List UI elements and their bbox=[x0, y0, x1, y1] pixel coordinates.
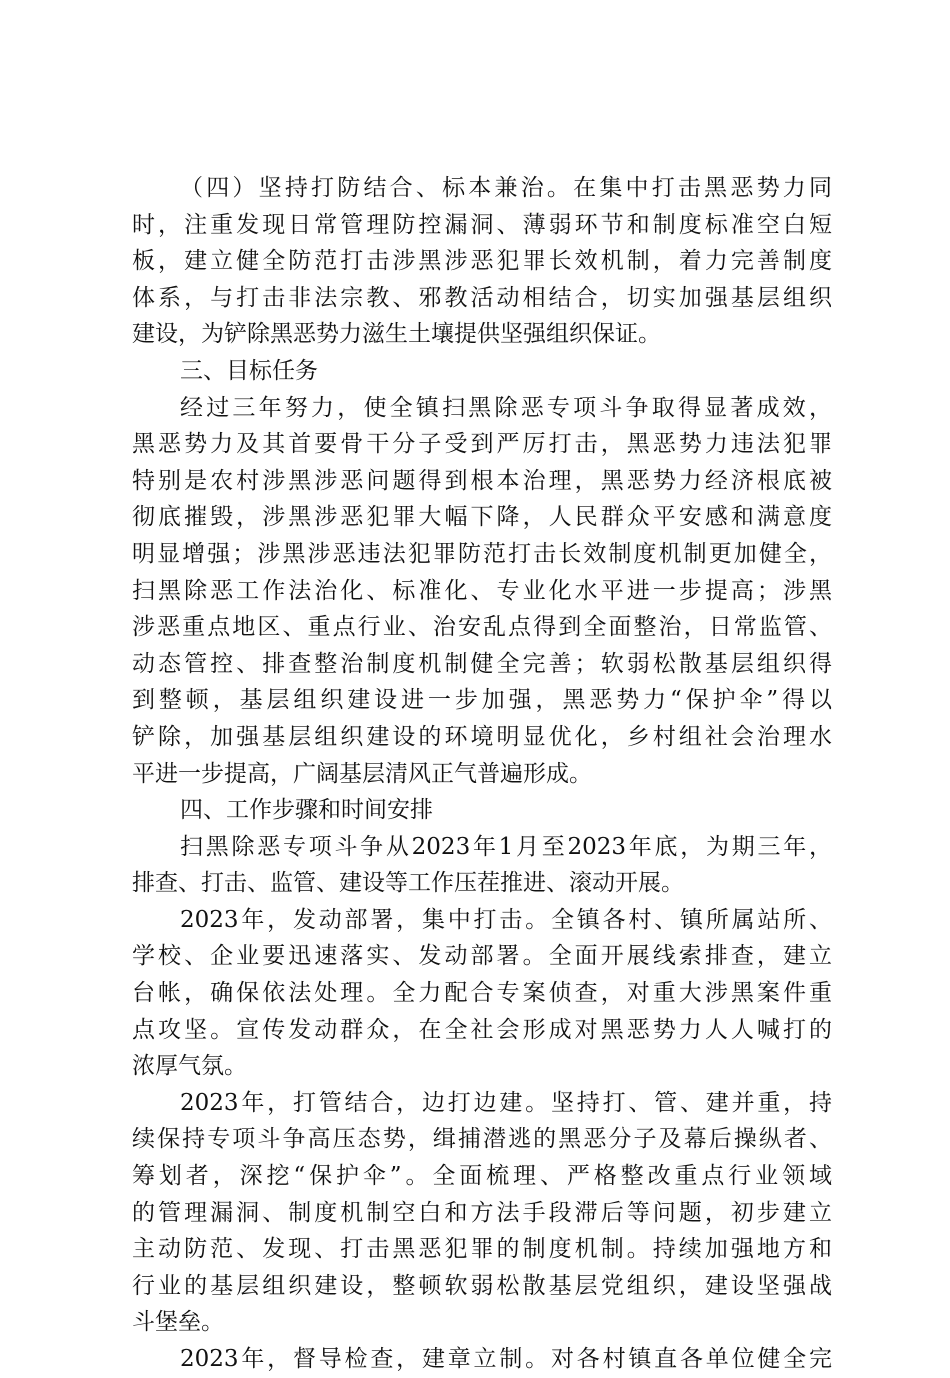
text-line: 点攻坚。宣传发动群众，在全社会形成对黑恶势力人人喊打的 bbox=[132, 1016, 832, 1043]
text-line: 铲除，加强基层组织建设的环境明显优化，乡村组社会治理水 bbox=[132, 723, 832, 750]
text-line: 续保持专项斗争高压态势，缉捕潜逃的黑恶分子及幕后操纵者、 bbox=[132, 1126, 832, 1153]
text-line: 排查、打击、监管、建设等工作压茬推进、滚动开展。 bbox=[132, 870, 684, 897]
text-line: 学校、企业要迅速落实、发动部署。全面开展线索排查，建立 bbox=[132, 943, 832, 970]
text-line: 浓厚气氛。 bbox=[132, 1053, 247, 1080]
text-line: 体系，与打击非法宗教、邪教活动相结合，切实加强基层组织 bbox=[132, 284, 832, 311]
text-line: 斗堡垒。 bbox=[132, 1309, 224, 1336]
text-line: 2023年，督导检查，建章立制。对各村镇直各单位健全完 bbox=[180, 1346, 832, 1372]
text-line: 明显增强；涉黑涉恶违法犯罪防范打击长效制度机制更加健全， bbox=[132, 540, 832, 567]
text-line: 彻底摧毁，涉黑涉恶犯罪大幅下降，人民群众平安感和满意度 bbox=[132, 504, 832, 531]
text-line: 行业的基层组织建设，整顿软弱松散基层党组织，建设坚强战 bbox=[132, 1272, 832, 1299]
text-line: 的管理漏洞、制度机制空白和方法手段滞后等问题，初步建立 bbox=[132, 1199, 832, 1226]
text-line: 建设，为铲除黑恶势力滋生土壤提供坚强组织保证。 bbox=[132, 321, 661, 348]
text-line: 主动防范、发现、打击黑恶犯罪的制度机制。持续加强地方和 bbox=[132, 1236, 832, 1263]
text-line: 到整顿，基层组织建设进一步加强，黑恶势力“保护伞”得以 bbox=[132, 687, 832, 714]
body-text bbox=[132, 170, 832, 1378]
text-line: 2023年，发动部署，集中打击。全镇各村、镇所属站所、 bbox=[180, 906, 832, 933]
text-line: 扫黑除恶工作法治化、标准化、专业化水平进一步提高；涉黑 bbox=[132, 577, 832, 604]
text-line: 2023年，打管结合，边打边建。坚持打、管、建并重，持 bbox=[180, 1089, 832, 1116]
section-heading: 三、目标任务 bbox=[180, 357, 318, 384]
text-line: 平进一步提高，广阔基层清风正气普遍形成。 bbox=[132, 760, 592, 787]
text-line: （四）坚持打防结合、标本兼治。在集中打击黑恶势力同 bbox=[180, 175, 832, 201]
text-line: 特别是农村涉黑涉恶问题得到根本治理，黑恶势力经济根底被 bbox=[132, 467, 832, 494]
text-line: 筹划者，深挖“保护伞”。全面梳理、严格整改重点行业领域 bbox=[132, 1163, 832, 1190]
text-line: 台帐，确保依法处理。全力配合专案侦查，对重大涉黑案件重 bbox=[132, 980, 832, 1007]
text-line: 动态管控、排查整治制度机制健全完善；软弱松散基层组织得 bbox=[132, 650, 832, 677]
section-heading: 四、工作步骤和时间安排 bbox=[180, 797, 433, 824]
text-line: 黑恶势力及其首要骨干分子受到严厉打击，黑恶势力违法犯罪 bbox=[132, 431, 832, 458]
text-line: 扫黑除恶专项斗争从2023年1月至2023年底，为期三年， bbox=[180, 833, 832, 860]
text-line: 涉恶重点地区、重点行业、治安乱点得到全面整治，日常监管、 bbox=[132, 614, 832, 641]
text-line: 时，注重发现日常管理防控漏洞、薄弱环节和制度标准空白短 bbox=[132, 211, 832, 238]
text-line: 板，建立健全防范打击涉黑涉恶犯罪长效机制，着力完善制度 bbox=[132, 248, 832, 275]
text-line: 经过三年努力，使全镇扫黑除恶专项斗争取得显著成效， bbox=[180, 394, 832, 421]
